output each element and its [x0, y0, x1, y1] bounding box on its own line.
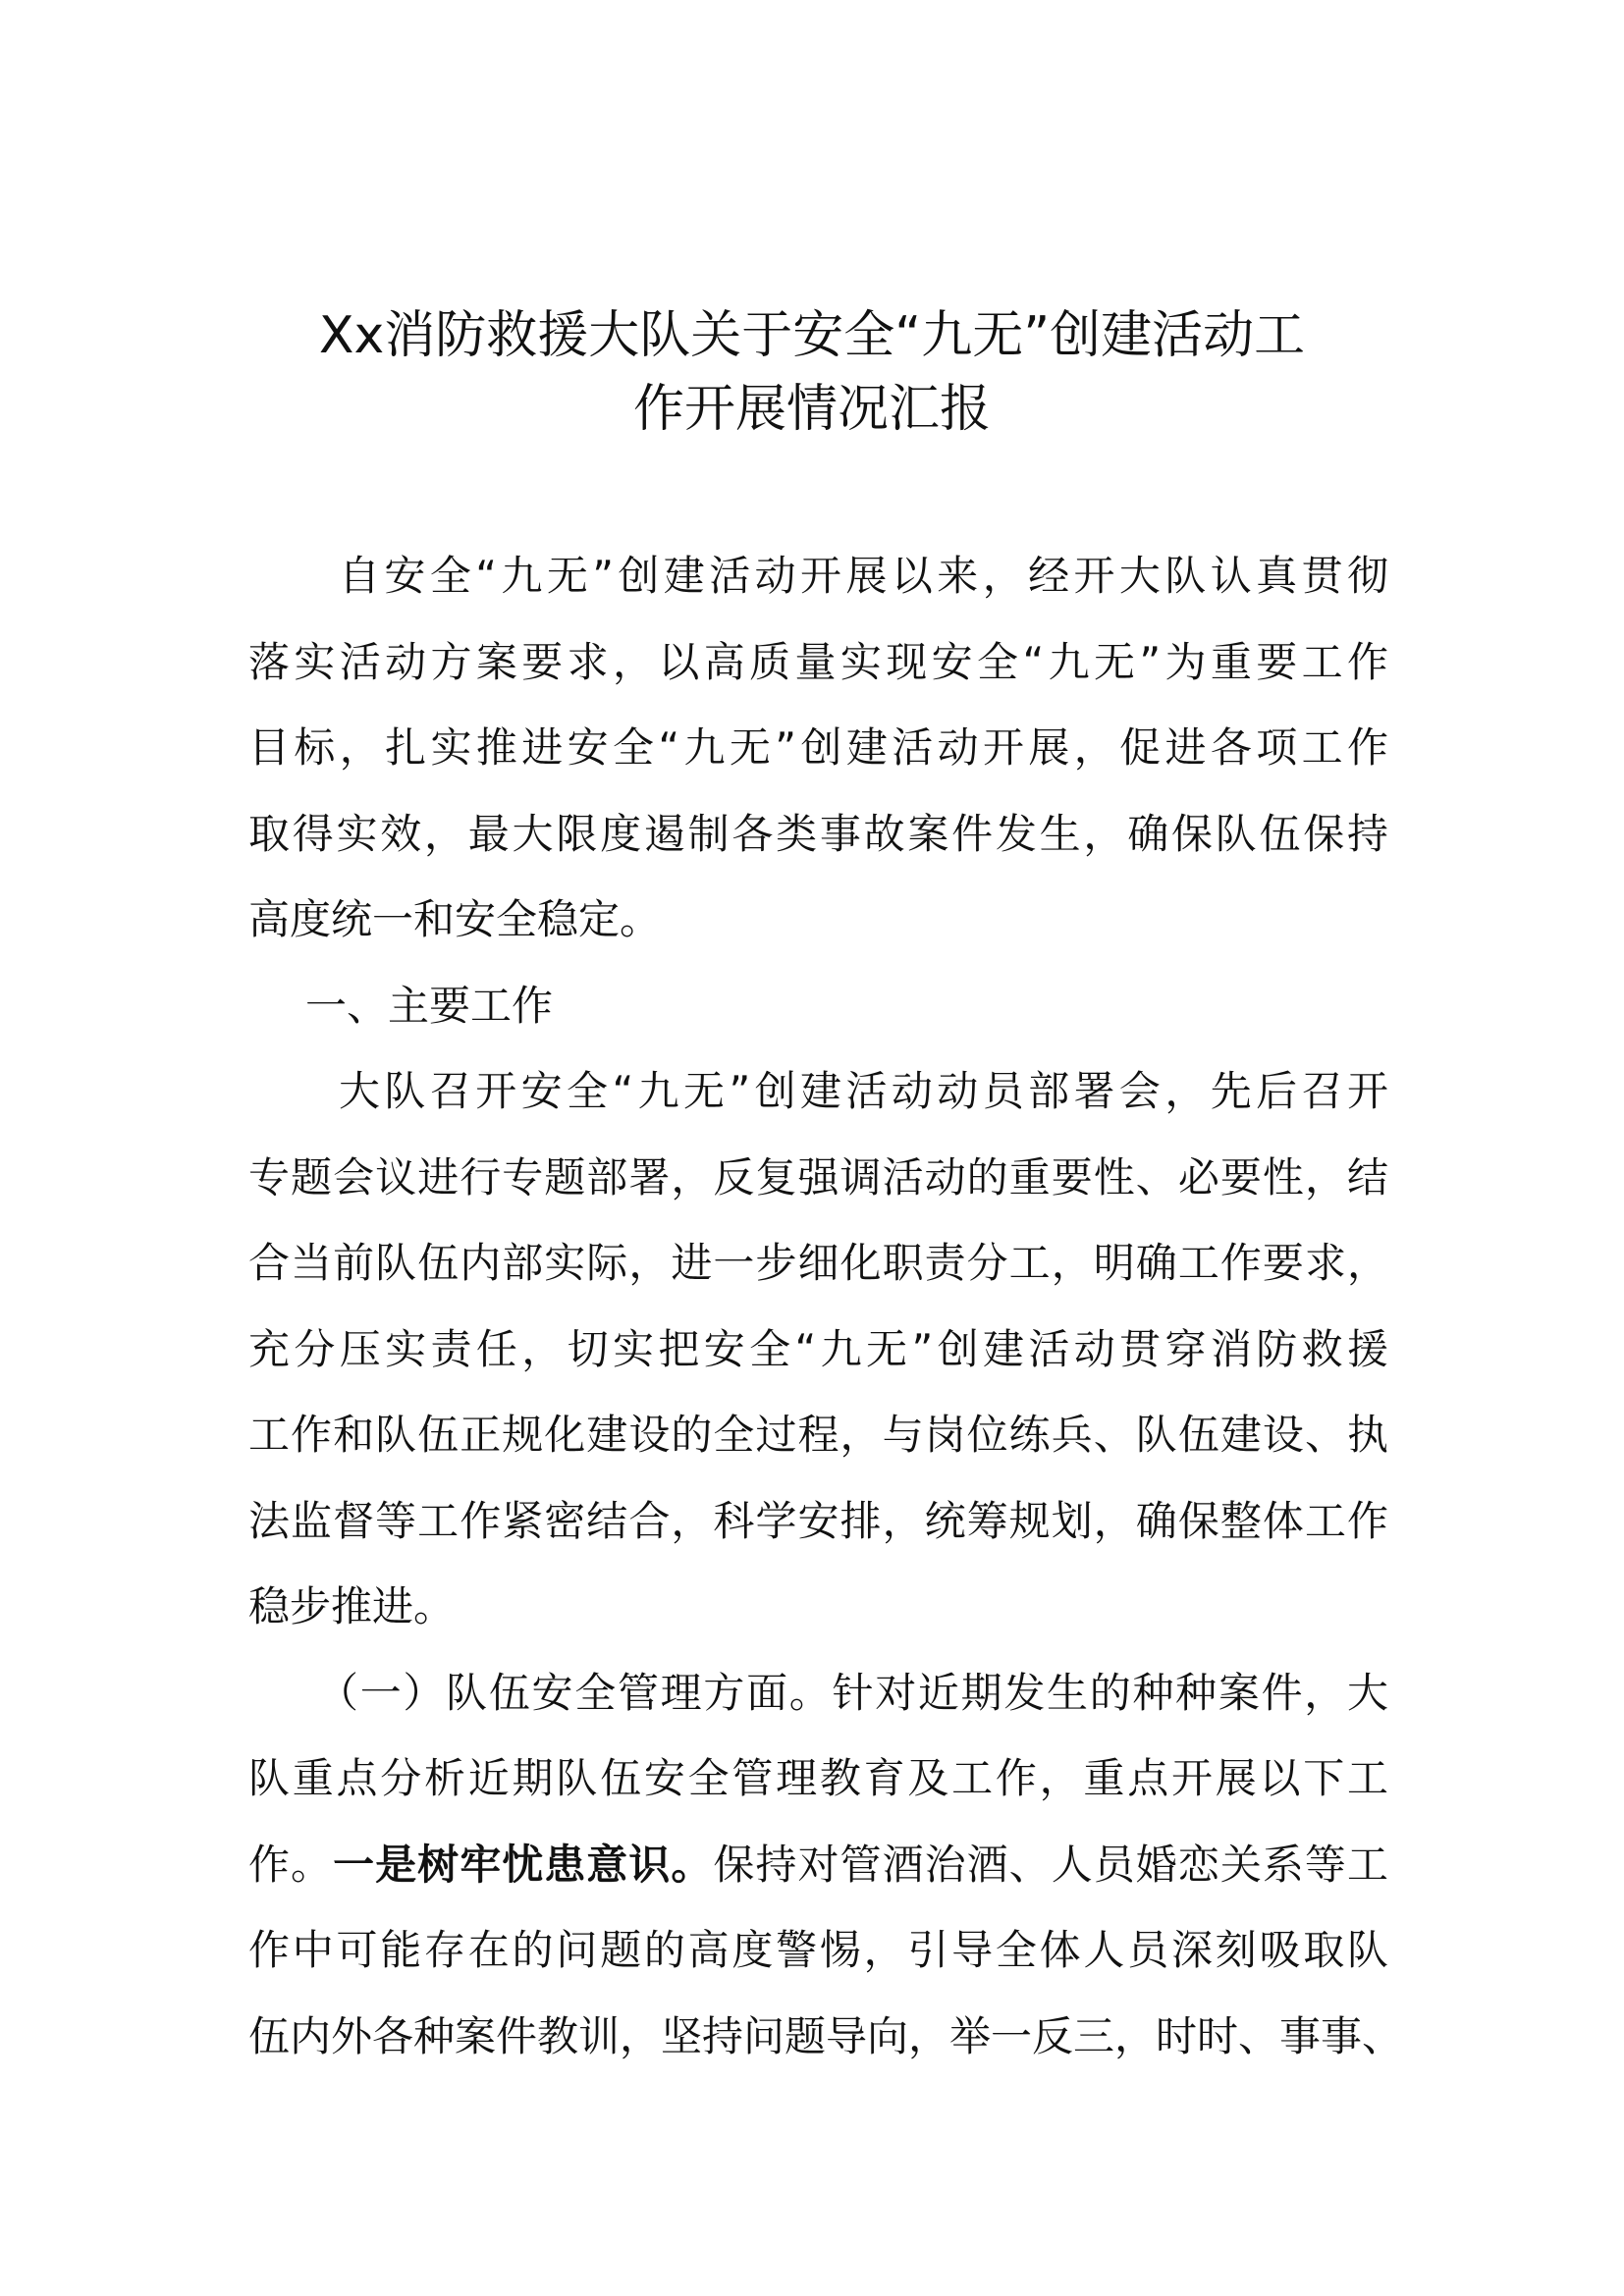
- text-line: [248, 1478, 1388, 1565]
- text-segment: 作中可能存在的问题的高度警惕，引导全体人员深刻吸取队: [248, 1926, 1388, 1974]
- paragraph: [248, 1650, 1404, 2080]
- text-segment: 高度统一和安全稳定。: [248, 895, 662, 943]
- text-line: [248, 1564, 1388, 1650]
- text-line: [248, 1994, 1404, 2080]
- text-segment: 一、主要工作: [305, 981, 554, 1030]
- paragraph: [248, 533, 1388, 963]
- text-segment: 伍内外各种案件教训，坚持问题导向，举一反三，时时、事事、: [248, 2011, 1404, 2060]
- text-line: [248, 1650, 1388, 1736]
- text-segment: 大队召开安全“九无”创建活动动员部署会，先后召开: [339, 1067, 1388, 1115]
- text-line: [248, 1907, 1388, 1994]
- text-line: [248, 877, 1388, 963]
- text-segment: 专题会议进行专题部署，反复强调活动的重要性、必要性，结: [248, 1152, 1388, 1201]
- paragraph: [248, 1048, 1388, 1650]
- paragraph: [248, 963, 1388, 1049]
- text-segment: 目标，扎实推进安全“九无”创建活动开展，促进各项工作: [248, 723, 1388, 772]
- text-segment: 作。: [248, 1840, 334, 1889]
- text-line: [248, 1135, 1388, 1221]
- text-segment: 落实活动方案要求，以高质量实现安全“九无”为重要工作: [248, 637, 1388, 686]
- document-body: [248, 533, 1404, 2079]
- bold-text: 一是树牢忧患意识。: [333, 1840, 714, 1889]
- section-heading: [248, 963, 1388, 1049]
- text-segment: 队重点分析近期队伍安全管理教育及工作，重点开展以下工: [248, 1754, 1388, 1802]
- text-segment: 自安全“九无”创建活动开展以来，经开大队认真贯彻: [339, 552, 1388, 600]
- text-line: [248, 533, 1388, 619]
- title-line-1: Xx消防救援大队关于安全“九无”创建活动工: [318, 306, 1306, 365]
- text-segment: 稳步推进。: [248, 1582, 456, 1630]
- text-line: [248, 619, 1388, 706]
- text-segment: （一）队伍安全管理方面。针对近期发生的种种案件，大: [317, 1668, 1388, 1717]
- text-line: [248, 1220, 1388, 1307]
- text-line: [248, 1307, 1388, 1393]
- text-line: [248, 791, 1388, 878]
- text-line: [248, 1822, 1388, 1908]
- text-segment: 工作和队伍正规化建设的全过程，与岗位练兵、队伍建设、执: [248, 1411, 1388, 1459]
- text-segment: 合当前队伍内部实际，进一步细化职责分工，明确工作要求，: [248, 1239, 1388, 1287]
- text-segment: 取得实效，最大限度遏制各类事故案件发生，确保队伍保持: [248, 809, 1388, 858]
- text-segment: 充分压实责任，切实把安全“九无”创建活动贯穿消防救援: [248, 1324, 1388, 1373]
- text-line: [248, 1392, 1388, 1478]
- text-segment: 保持对管酒治酒、人员婚恋关系等工: [713, 1840, 1388, 1889]
- text-line: [248, 1735, 1388, 1822]
- document-title: [236, 299, 1388, 447]
- text-line: [248, 705, 1388, 791]
- text-segment: 法监督等工作紧密结合，科学安排，统筹规划，确保整体工作: [248, 1496, 1388, 1545]
- text-line: [248, 1048, 1388, 1135]
- title-line-2: 作开展情况汇报: [632, 380, 991, 439]
